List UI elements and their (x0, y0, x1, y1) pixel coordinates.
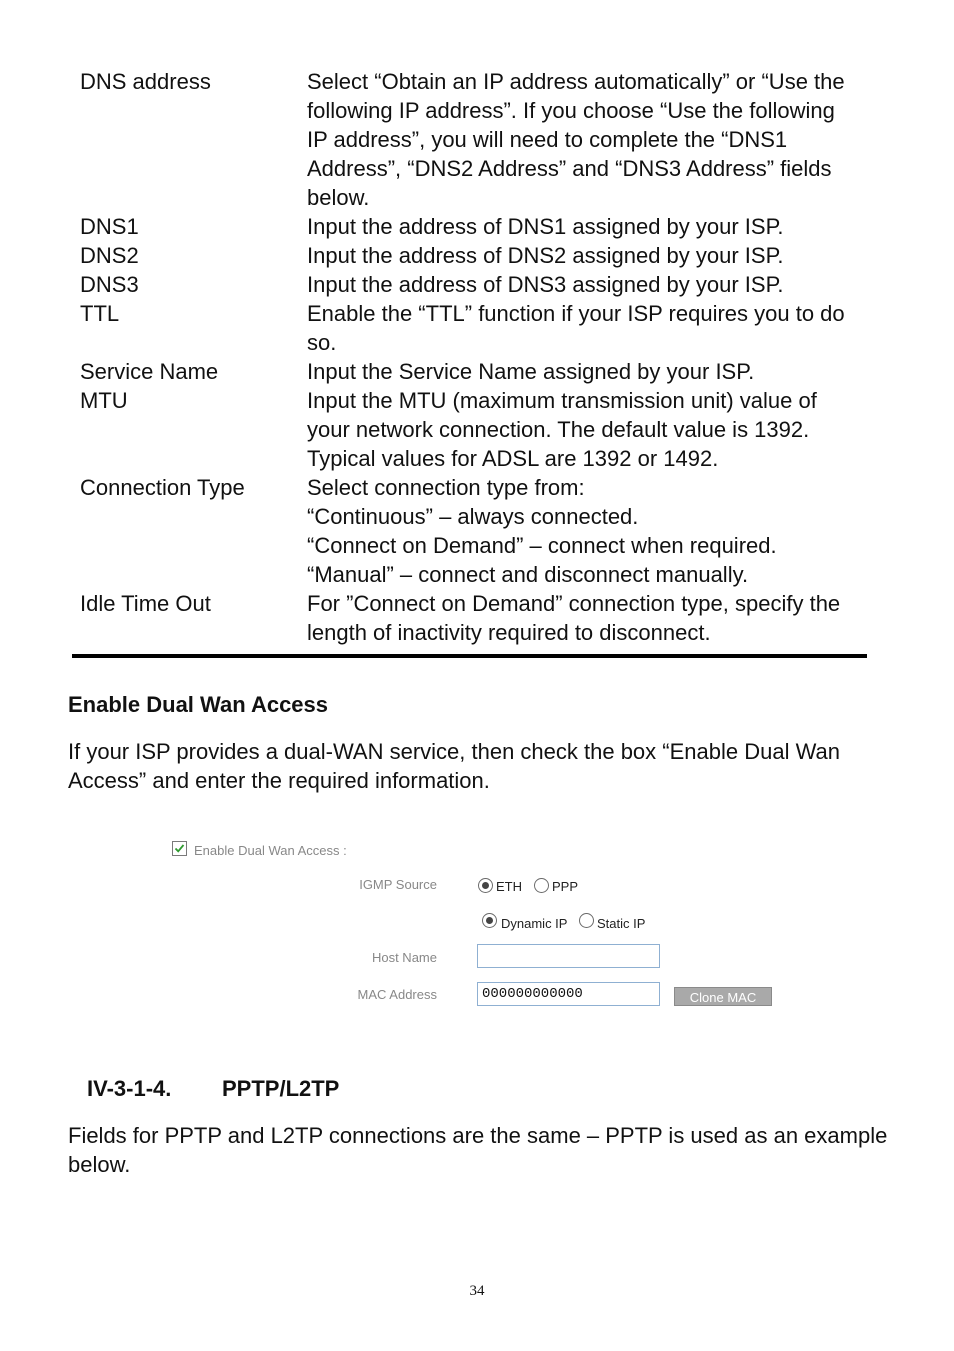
description-line: “Connect on Demand” – connect when required. (307, 533, 777, 558)
description-line: Input the MTU (maximum transmission unit) value of (307, 388, 817, 413)
description-line: your network connection. The default value is 1392. (307, 417, 810, 442)
enable-dual-wan-label: Enable Dual Wan Access : (194, 843, 347, 858)
definition-term: DNS3 (80, 272, 139, 297)
checkmark-icon (173, 842, 186, 855)
definition-list (80, 67, 900, 647)
igmp-ppp-radio[interactable] (534, 878, 549, 893)
mac-address-input[interactable]: 000000000000 (477, 982, 660, 1006)
description-line: IP address”, you will need to complete the “DNS1 (307, 127, 788, 152)
description-line: “Continuous” – always connected. (307, 504, 639, 529)
subsection-paragraph: Fields for PPTP and L2TP connections are the same – PPTP is used as an example below. (68, 1123, 888, 1177)
description-line: Select connection type from: (307, 475, 585, 500)
subsection-number: IV-3-1-4. (87, 1076, 172, 1101)
description-line: Input the Service Name assigned by your ISP. (307, 359, 755, 384)
definition-row (80, 589, 900, 647)
description-line: following IP address”. If you choose “Use the following (307, 98, 835, 123)
definition-row (80, 241, 900, 270)
description-line: For ”Connect on Demand” connection type, specify the (307, 591, 841, 616)
host-name-label: Host Name (371, 950, 437, 965)
subsection-title: PPTP/L2TP (222, 1076, 340, 1101)
mac-address-label: MAC Address (357, 987, 437, 1002)
definition-description (307, 270, 887, 299)
definition-term: DNS address (80, 69, 211, 94)
table-bottom-rule (72, 654, 867, 658)
definition-description (307, 67, 887, 212)
static-ip-label: Static IP (597, 916, 646, 931)
definition-term: DNS2 (80, 243, 139, 268)
description-line: below. (307, 185, 370, 210)
definition-row (80, 473, 900, 589)
definition-row (80, 67, 900, 212)
description-line: Input the address of DNS2 assigned by your ISP. (307, 243, 784, 268)
definition-term: DNS1 (80, 214, 139, 239)
igmp-eth-label: ETH (496, 879, 522, 894)
host-name-input[interactable] (477, 944, 660, 968)
static-ip-radio[interactable] (579, 913, 594, 928)
description-line: Typical values for ADSL are 1392 or 1492. (307, 446, 719, 471)
definition-row (80, 357, 900, 386)
enable-dual-wan-checkbox[interactable] (172, 841, 187, 856)
dual-wan-form (165, 836, 805, 1016)
definition-description (307, 357, 887, 386)
description-line: Input the address of DNS3 assigned by your ISP. (307, 272, 784, 297)
section-heading: Enable Dual Wan Access (68, 692, 329, 717)
page-number: 34 (469, 1283, 485, 1299)
definition-row (80, 270, 900, 299)
description-line: Address”, “DNS2 Address” and “DNS3 Address” fields (307, 156, 832, 181)
description-line: Select “Obtain an IP address automatically” or “Use the (307, 69, 845, 94)
definition-term: MTU (80, 388, 128, 413)
definition-term: Idle Time Out (80, 591, 211, 616)
igmp-source-label: IGMP Source (359, 877, 437, 892)
description-line: “Manual” – connect and disconnect manually. (307, 562, 749, 587)
dynamic-ip-label: Dynamic IP (501, 916, 568, 931)
definition-term: Connection Type (80, 475, 245, 500)
clone-mac-button[interactable]: Clone MAC (674, 987, 772, 1006)
definition-description (307, 212, 887, 241)
section-paragraph: If your ISP provides a dual-WAN service, then check the box “Enable Dual Wan Access” and enter the required information. (68, 739, 840, 793)
description-line: Input the address of DNS1 assigned by your ISP. (307, 214, 784, 239)
igmp-ppp-label: PPP (552, 879, 579, 894)
description-line: so. (307, 330, 337, 355)
definition-description (307, 386, 887, 473)
definition-row (80, 386, 900, 473)
definition-description (307, 299, 887, 357)
dynamic-ip-radio[interactable] (482, 913, 497, 928)
definition-description (307, 241, 887, 270)
igmp-eth-radio[interactable] (478, 878, 493, 893)
description-line: length of inactivity required to disconnect. (307, 620, 711, 645)
definition-term: Service Name (80, 359, 219, 384)
definition-term: TTL (80, 301, 120, 326)
definition-row (80, 212, 900, 241)
definition-row (80, 299, 900, 357)
definition-description (307, 589, 887, 647)
definition-description (307, 473, 887, 589)
description-line: Enable the “TTL” function if your ISP requires you to do (307, 301, 845, 326)
